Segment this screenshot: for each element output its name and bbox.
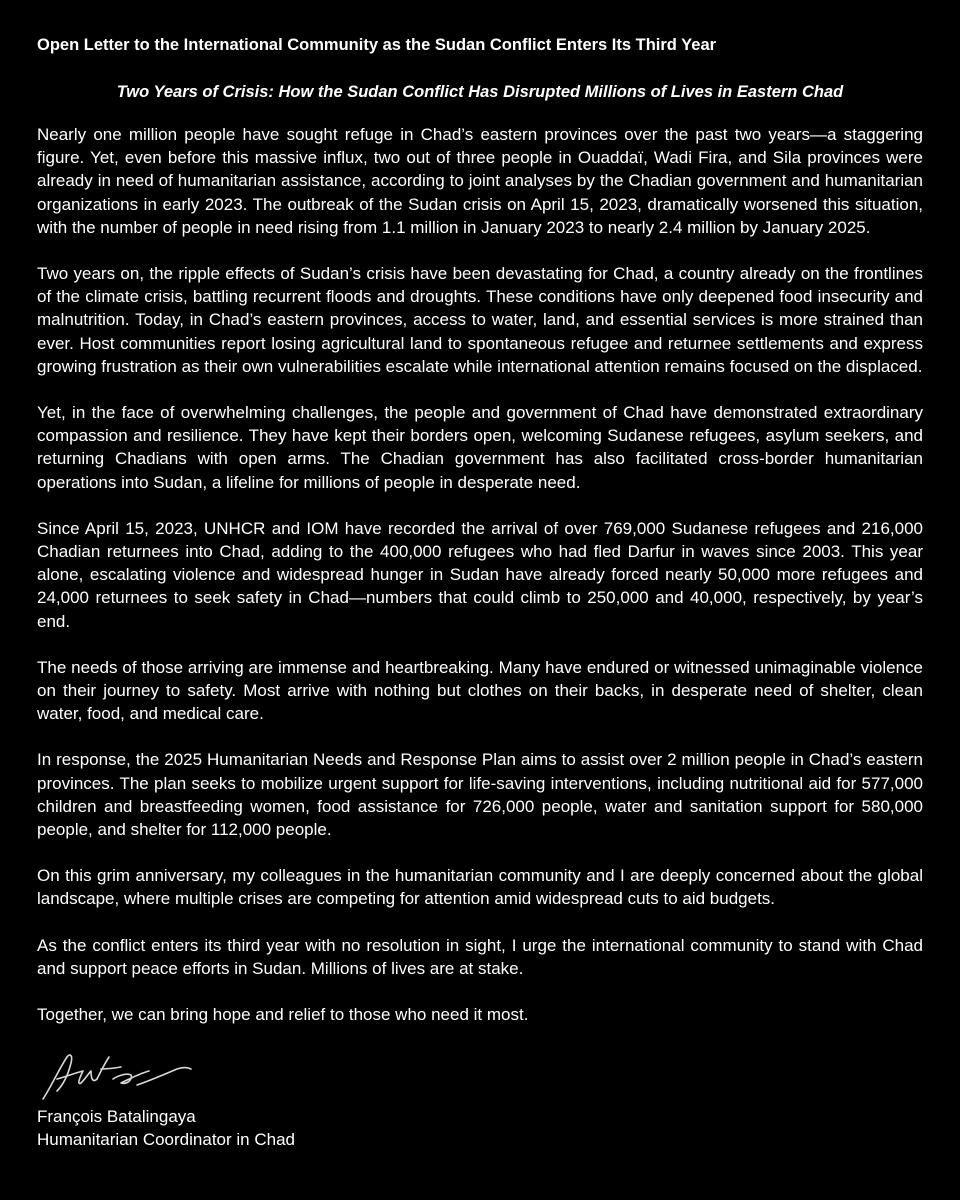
- paragraph-4: Since April 15, 2023, UNHCR and IOM have recorded the arrival of over 769,000 Sudanese refugees and 216,000 Chadian returnees into Chad, adding to the 400,000 refugees who had fled Darfur in waves since 2003. This year alone, escalating violence and widespread hunger in Sudan have already forced nearly 50,000 more refugees and 24,000 returnees to seek safety in Chad—numbers that could climb to 250,000 and 40,000, respectively, by year’s end.: [37, 518, 923, 631]
- paragraph-3: Yet, in the face of overwhelming challenges, the people and government of Chad have demonstrated extraordinary compassion and resilience. They have kept their borders open, welcoming Sudanese refugees, asylum seekers, and returning Chadians with open arms. The Chadian government has also facilitated cross-border humanitarian operations into Sudan, a lifeline for millions of people in desperate need.: [37, 403, 923, 492]
- paragraph-9: Together, we can bring hope and relief to those who need it most.: [37, 1005, 529, 1025]
- paragraph-8: As the conflict enters its third year with no resolution in sight, I urge the international community to stand with Chad and support peace efforts in Sudan. Millions of lives are at stake.: [37, 935, 923, 978]
- paragraph-6: In response, the 2025 Humanitarian Needs and Response Plan aims to assist over 2 million people in Chad’s eastern provinces. The plan seeks to mobilize urgent support for life-saving interventions, including nutritional aid for 577,000 children and breastfeeding women, food assistance for 726,000 people, water and sanitation support for 580,000 people, and shelter for 112,000 people.: [37, 750, 923, 840]
- letter-subtitle: Two Years of Crisis: How the Sudan Conflict Has Disrupted Millions of Lives in Eastern Chad: [116, 83, 844, 101]
- signer-name: François Batalingaya: [37, 1107, 196, 1127]
- paragraph-7: On this grim anniversary, my colleagues in the humanitarian community and I are deeply concerned about the global landscape, where multiple crises are competing for attention amid widespread cuts to aid budgets.: [37, 866, 923, 909]
- letter-title: Open Letter to the International Community as the Sudan Conflict Enters Its Third Year: [37, 36, 717, 54]
- paragraph-2: Two years on, the ripple effects of Sudan’s crisis have been devastating for Chad, a country already on the frontlines of the climate crisis, battling recurrent floods and droughts. These conditions have only deepened food insecurity and malnutrition. Today, in Chad’s eastern provinces, access to water, land, and essential services is more strained than ever. Host communities report losing agricultural land to spontaneous refugee and returnee settlements and express growing frustration as their own vulnerabilities escalate while international attention remains focused on the displaced.: [37, 264, 923, 376]
- signer-role: Humanitarian Coordinator in Chad: [37, 1130, 295, 1150]
- paragraph-5: The needs of those arriving are immense and heartbreaking. Many have endured or witnessed unimaginable violence on their journey to safety. Most arrive with nothing but clothes on their backs, in desperate need of shelter, clean water, food, and medical care.: [37, 657, 923, 724]
- paragraph-1: Nearly one million people have sought refuge in Chad’s eastern provinces over the past two years—a staggering figure. Yet, even before this massive influx, two out of three people in Ouaddaï, Wadi Fira, and Sila provinces were already in need of humanitarian assistance, according to joint analyses by the Chadian government and humanitarian organizations in early 2023. The outbreak of the Sudan crisis on April 15, 2023, dramatically worsened this situation, with the number of people in need rising from 1.1 million in January 2023 to nearly 2.4 million by January 2025.: [37, 125, 923, 237]
- signature-icon: [37, 1049, 197, 1105]
